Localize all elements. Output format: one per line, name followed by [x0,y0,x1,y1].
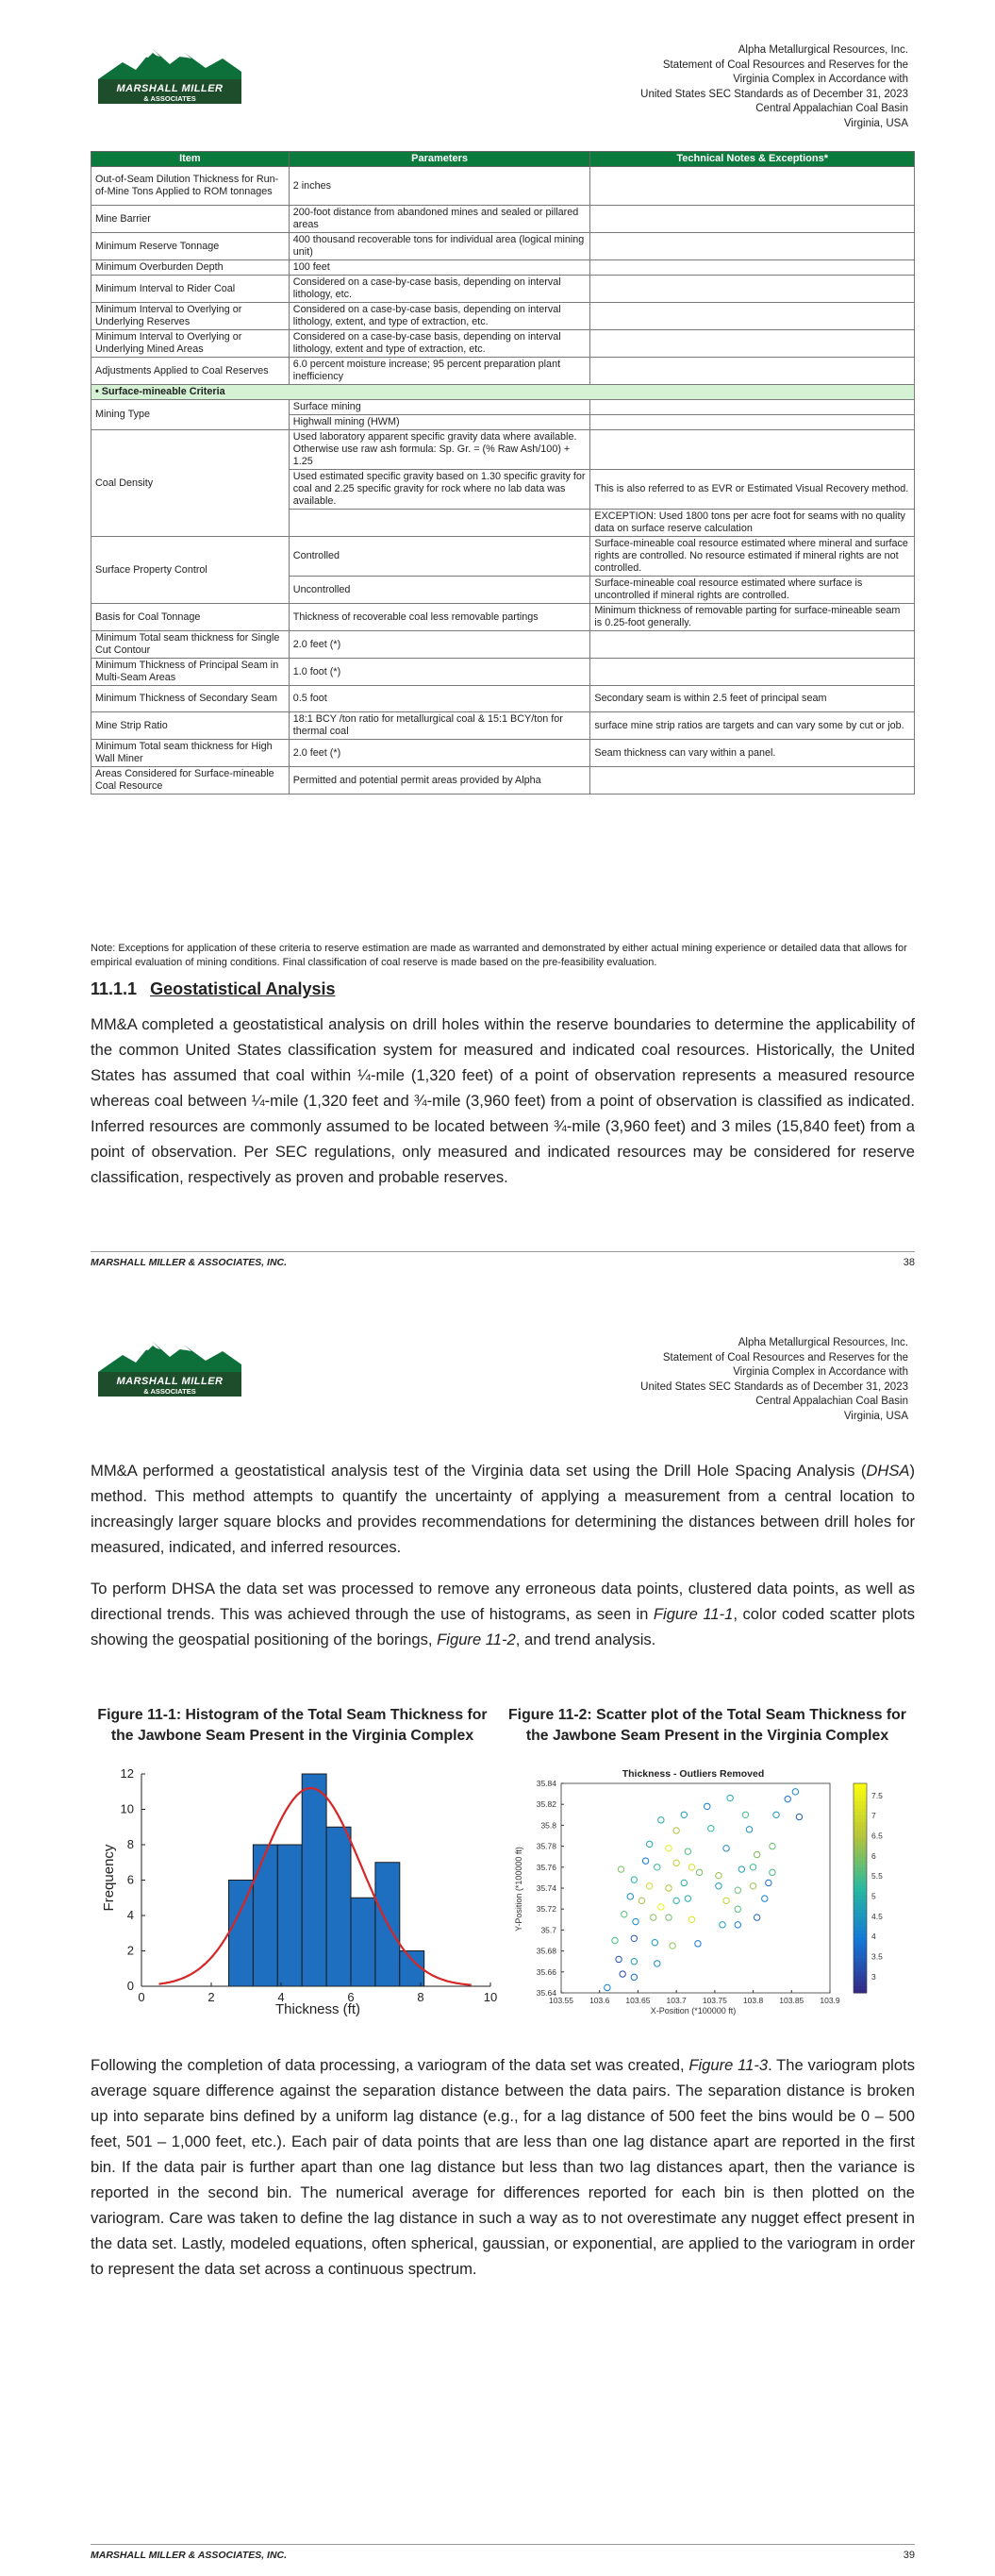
coal-reserve-criteria-table [91,151,915,795]
colorbar-segment [854,1822,867,1826]
x-tick-label: 103.75 [702,1996,727,2005]
table-cell: 6.0 percent moisture increase; 95 percent preparation plant inefficiency [289,358,590,385]
header-line: United States SEC Standards as of December 31, 2023 [640,1380,908,1393]
header-line: Virginia, USA [843,1410,908,1422]
table-cell: Out-of-Seam Dilution Thickness for Run-of-Mine Tons Applied to ROM tonnages [91,167,290,206]
y-tick-label: 4 [126,1908,134,1922]
colorbar-segment [854,1909,867,1913]
y-tick-label: 35.8 [540,1820,556,1831]
table-cell [590,233,915,260]
colorbar-tick-label: 7 [871,1811,876,1821]
text-run: ) method. This method attempts to quantify the uncertainty of applying a measurement from a central location to increasingly larger square blocks and provides recommendations for determining the distances between drill holes for measured, indicated, and inferred resources. [91,1462,915,1556]
column-header-parameters: Parameters [289,152,590,167]
footer-divider [91,1251,915,1252]
colorbar-tick-label: 5.5 [871,1871,883,1882]
table-row [91,260,915,276]
table-cell: Secondary seam is within 2.5 feet of principal seam [590,686,915,712]
y-tick-label: 35.76 [536,1862,556,1872]
colorbar-segment [854,1878,867,1882]
header-line: Statement of Coal Resources and Reserves for the [662,59,908,71]
colorbar-segment [854,1804,867,1808]
table-row [91,712,915,740]
text-run: To perform DHSA the data set was processed to remove any erroneous data points, clustered data points, as well as directional trends. This was achieved through the use of histograms, as seen in [91,1580,915,1623]
table-row [91,206,915,233]
text-run: , and trend analysis. [515,1631,656,1648]
paragraph [91,1576,915,1652]
y-tick-label: 35.66 [536,1966,556,1977]
table-row [91,233,915,260]
colorbar-segment [854,1801,867,1805]
colorbar-segment [854,1812,867,1815]
table-header-row [91,152,915,167]
colorbar-tick-label: 3.5 [871,1951,883,1962]
colorbar-segment [854,1913,867,1916]
text-run: . The variogram plots average square difference against the separation distance between the data pairs. The separation distance is broken up into separate bins defined by a uniform lag distance (e.g., for a lag distance of 500 feet the bins would be 0 – 500 feet, 501 – 1,000 feet, etc.). Each pair of data points that are less than one lag distance apart are reported in the first bin. If the data pair is further apart than one lag distance but less than two lag distances apart, then the variance is reported in the second bin. The numerical average for differences reported for each bin is then plotted on the variogram. Care was taken to define the lag distance in such a way as to not overestimate any nugget effect present in the data set. Lastly, modeled equations, often spherical, gaussian, or exponential, are applied to the variogram in order to represent the data set across a continuous spectrum. [91,2056,915,2278]
y-tick-label: 35.78 [536,1841,556,1851]
table-cell: Minimum Interval to Overlying or Underlying Mined Areas [91,330,290,358]
y-tick-label: 35.68 [536,1946,556,1956]
colorbar-segment [854,1836,867,1840]
colorbar-segment [854,1847,867,1850]
plot-area [561,1783,830,1993]
histogram-bar [229,1881,254,1987]
table-row [91,537,915,577]
colorbar-segment [854,1944,867,1948]
table-cell: Coal Density [91,430,290,537]
table-cell [590,330,915,358]
header-line: Central Appalachian Coal Basin [755,1396,908,1407]
colorbar-segment [854,1972,867,1976]
colorbar-segment [854,1839,867,1843]
colorbar-segment [854,1979,867,1982]
table-cell [590,415,915,430]
text-run: MM&A performed a geostatistical analysis test of the Virginia data set using the Drill Hole Spacing Analysis ( [91,1462,867,1480]
colorbar-segment [854,1815,867,1818]
table-cell: 1.0 foot (*) [289,659,590,686]
y-tick-label: 35.84 [536,1779,556,1788]
y-tick-label: 6 [126,1872,134,1887]
table-cell [590,358,915,385]
table-cell: 200-foot distance from abandoned mines and sealed or pillared areas [289,206,590,233]
table-cell: Minimum Interval to Rider Coal [91,276,290,303]
colorbar-tick-label: 7.5 [871,1790,883,1800]
table-row [91,276,915,303]
header-line: Virginia Complex in Accordance with [733,1366,908,1378]
colorbar-segment [854,1933,867,1937]
paragraph [91,1458,915,1560]
scatter-chart [505,1766,910,2019]
footer-company: MARSHALL MILLER & ASSOCIATES, INC. [91,2550,288,2561]
colorbar-segment [854,1849,867,1853]
colorbar-segment [854,1790,867,1794]
header-company: Alpha Metallurgical Resources, Inc. [738,1337,908,1348]
section-heading [91,979,335,999]
colorbar-segment [854,1843,867,1847]
colorbar-segment [854,1951,867,1955]
table-cell: Minimum Thickness of Principal Seam in Multi-Seam Areas [91,659,290,686]
colorbar-segment [854,1965,867,1968]
colorbar-tick-label: 5 [871,1891,876,1901]
colorbar-segment [854,1906,867,1910]
table-cell: Used estimated specific gravity based on 1.30 specific gravity for coal and 2.25 specific gravity for rock where no lab data was available. [289,470,590,510]
x-tick-label: 103.7 [666,1996,687,2005]
colorbar-tick-label: 6 [871,1850,876,1861]
colorbar-segment [854,1919,867,1923]
header-line: United States SEC Standards as of December 31, 2023 [640,88,908,100]
colorbar-segment [854,1982,867,1986]
company-logo [94,1332,245,1398]
table-cell: Seam thickness can vary within a panel. [590,740,915,767]
table-cell: Minimum Overburden Depth [91,260,290,276]
footer-company: MARSHALL MILLER & ASSOCIATES, INC. [91,1257,288,1268]
colorbar-segment [854,1968,867,1972]
figure-2-caption: Figure 11-2: Scatter plot of the Total Seam Thickness for the Jawbone Seam Present in the Virginia Complex [508,1707,906,1744]
colorbar-segment [854,1829,867,1832]
colorbar-segment [854,1902,867,1906]
table-cell: 2 inches [289,167,590,206]
table-row [91,430,915,470]
colorbar-segment [854,1954,867,1958]
page-header [640,1336,908,1424]
colorbar-tick-label: 3 [871,1971,876,1982]
y-axis-label: Frequency [101,1844,117,1912]
histogram-bar [351,1898,375,1986]
histogram-bar [302,1774,326,1986]
histogram-chart [94,1765,498,2019]
table-row [91,767,915,795]
y-tick-label: 35.74 [536,1883,556,1893]
y-tick-label: 8 [126,1837,134,1851]
page-number: 39 [903,2550,915,2561]
colorbar-segment [854,1892,867,1896]
colorbar-segment [854,1864,867,1867]
x-axis-label: X-Position (*100000 ft) [650,2006,737,2016]
figure-1-caption: Figure 11-1: Histogram of the Total Seam Thickness for the Jawbone Seam Present in the Virginia Complex [97,1707,488,1744]
company-logo [94,40,245,106]
y-tick-label: 12 [120,1766,134,1781]
table-cell: 0.5 foot [289,686,590,712]
table-cell [590,659,915,686]
colorbar-segment [854,1937,867,1941]
logo-text-line1: MARSHALL MILLER [116,83,224,94]
colorbar-segment [854,1818,867,1822]
table-cell: Surface mining [289,400,590,415]
table-cell: Considered on a case-by-case basis, depending on interval lithology, extent and type of extraction, etc. [289,330,590,358]
table-cell: 18:1 BCY /ton ratio for metallurgical coal & 15:1 BCY/ton for thermal coal [289,712,590,740]
colorbar-tick-label: 6.5 [871,1831,883,1841]
table-cell: Surface Property Control [91,537,290,604]
chart-title: Thickness - Outliers Removed [622,1768,765,1780]
colorbar-segment [854,1941,867,1945]
colorbar-tick-label: 4.5 [871,1911,883,1921]
section-title: Geostatistical Analysis [150,979,336,998]
y-tick-label: 0 [126,1979,134,1993]
colorbar-segment [854,1895,867,1899]
figure-reference: Figure 11-1 [653,1605,734,1623]
colorbar-segment [854,1899,867,1902]
histogram-bar [326,1827,351,1986]
paragraph [91,2052,915,2282]
colorbar-segment [854,1930,867,1933]
table-cell: Surface-mineable coal resource estimated where surface is uncontrolled if mineral rights are controlled. [590,577,915,604]
colorbar-segment [854,1871,867,1875]
table-cell [289,510,590,537]
colorbar-segment [854,1948,867,1951]
colorbar-segment [854,1888,867,1892]
colorbar-segment [854,1808,867,1812]
colorbar-segment [854,1874,867,1878]
table-cell: Considered on a case-by-case basis, depending on interval lithology, extent, and type of extraction, etc. [289,303,590,330]
x-tick-label: 8 [417,1990,424,2004]
table-note: Note: Exceptions for application of these criteria to reserve estimation are made as warranted and demonstrated by either actual mining experience or detailed data that allows for empirical evaluation of mining conditions. Final classification of coal reserve is made based on the pre-feasibility evaluation. [91,943,907,968]
table-cell [590,260,915,276]
table-row [91,631,915,659]
histogram-bar [253,1845,277,1986]
table-cell: surface mine strip ratios are targets and can vary some by cut or job. [590,712,915,740]
figure-reference: Figure 11-3 [688,2056,769,2074]
table-cell: Minimum Reserve Tonnage [91,233,290,260]
text-run: DHSA [866,1462,910,1480]
table-cell: Minimum thickness of removable parting for surface-mineable seam is 0.25-foot generally. [590,604,915,631]
table-row [91,167,915,206]
table-cell: 2.0 feet (*) [289,631,590,659]
colorbar-tick-label: 4 [871,1932,876,1942]
table-row [91,303,915,330]
table-cell: Minimum Interval to Overlying or Underlying Reserves [91,303,290,330]
x-tick-label: 2 [207,1990,215,2004]
x-tick-label: 4 [277,1990,285,2004]
table-cell: Permitted and potential permit areas provided by Alpha [289,767,590,795]
text-run: Following the completion of data processing, a variogram of the data set was created, [91,2056,689,2074]
y-tick-label: 10 [120,1801,134,1816]
table-cell: Areas Considered for Surface-mineable Coal Resource [91,767,290,795]
colorbar-segment [854,1962,867,1965]
table-row [91,740,915,767]
y-tick-label: 35.82 [536,1799,556,1810]
table-cell: 100 feet [289,260,590,276]
colorbar-segment [854,1882,867,1885]
x-axis-label: Thickness (ft) [274,2001,361,2017]
table-cell: This is also referred to as EVR or Estimated Visual Recovery method. [590,470,915,510]
y-axis-label: Y-Position (*100000 ft) [514,1847,523,1932]
table-cell: Highwall mining (HWM) [289,415,590,430]
table-cell: Minimum Total seam thickness for Single Cut Contour [91,631,290,659]
table-cell: Used laboratory apparent specific gravity data where available. Otherwise use raw ash formula: Sp. Gr. = (% Raw Ash/100) + 1.25 [289,430,590,470]
colorbar-segment [854,1916,867,1920]
table-row [91,358,915,385]
colorbar-segment [854,1798,867,1801]
table-cell: Adjustments Applied to Coal Reserves [91,358,290,385]
colorbar-segment [854,1857,867,1861]
table-cell [590,303,915,330]
x-tick-label: 103.6 [589,1996,610,2005]
table-cell [590,276,915,303]
colorbar-segment [854,1923,867,1927]
header-line: Statement of Coal Resources and Reserves for the [662,1351,908,1363]
table-cell: Minimum Thickness of Secondary Seam [91,686,290,712]
paragraph: MM&A completed a geostatistical analysis on drill holes within the reserve boundaries to determine the applicability of the common United States classification system for measured and indicated coal resources. Historically, the United States has assumed that coal within ¼-mile (1,320 feet) of a point of observation represents a measured resource whereas coal between ¼-mile (1,320 feet and ¾-mile (3,960 feet) from a point of observation is classified as indicated. Inferred resources are commonly assumed to be located between ¾-mile (3,960 feet) and 3 miles (15,840 feet) from a point of observation. Per SEC regulations, only measured and indicated resources may be considered for reserve classification, respectively as proven and probable reserves. [91,1015,915,1186]
table-cell: Considered on a case-by-case basis, depending on interval lithology, etc. [289,276,590,303]
table-section-row [91,385,915,400]
table-row [91,659,915,686]
logo-text-line1: MARSHALL MILLER [116,1376,224,1387]
y-tick-label: 2 [126,1943,134,1958]
x-tick-label: 6 [347,1990,355,2004]
x-tick-label: 103.8 [742,1996,764,2005]
page-number: 38 [903,1257,915,1268]
table-cell: Mine Barrier [91,206,290,233]
table-cell: Basis for Coal Tonnage [91,604,290,631]
colorbar-segment [854,1927,867,1931]
table-cell [590,167,915,206]
table-cell: 400 thousand recoverable tons for individual area (logical mining unit) [289,233,590,260]
table-cell [590,767,915,795]
colorbar-segment [854,1832,867,1836]
header-line: Central Appalachian Coal Basin [755,103,908,114]
x-tick-label: 10 [483,1990,498,2004]
section-label: • Surface-mineable Criteria [91,385,915,400]
x-tick-label: 0 [138,1990,145,2004]
colorbar-segment [854,1783,867,1787]
colorbar-segment [854,1794,867,1798]
table-row [91,330,915,358]
text-run: , color coded scatter plots showing the geospatial positioning of the borings, [91,1605,915,1648]
y-tick-label: 35.72 [536,1904,556,1915]
table-cell: Minimum Total seam thickness for High Wall Miner [91,740,290,767]
colorbar-segment [854,1853,867,1857]
logo-text-line2: & ASSOCIATES [143,1387,196,1396]
logo-text-line2: & ASSOCIATES [143,94,196,103]
x-tick-label: 103.65 [625,1996,651,2005]
y-tick-label: 35.7 [540,1925,556,1935]
table-cell: Uncontrolled [289,577,590,604]
histogram-bar [277,1845,302,1986]
colorbar-segment [854,1787,867,1791]
table-cell: EXCEPTION: Used 1800 tons per acre foot for seams with no quality data on surface reserve calculation [590,510,915,537]
colorbar-segment [854,1867,867,1871]
table-row [91,604,915,631]
colorbar-segment [854,1860,867,1864]
colorbar-segment [854,1825,867,1829]
colorbar-segment [854,1958,867,1962]
column-header-item: Item [91,152,290,167]
table-cell [590,430,915,470]
page-39 [0,1293,995,2576]
colorbar-segment [854,1976,867,1980]
table-cell: Mine Strip Ratio [91,712,290,740]
colorbar-segment [854,1884,867,1888]
column-header-notes: Technical Notes & Exceptions* [590,152,915,167]
table-row [91,400,915,415]
table-cell [590,631,915,659]
table-cell [590,206,915,233]
x-tick-label: 103.85 [779,1996,804,2005]
table-cell: Mining Type [91,400,290,430]
header-line: Virginia Complex in Accordance with [733,74,908,85]
table-cell: Thickness of recoverable coal less removable partings [289,604,590,631]
table-cell: Controlled [289,537,590,577]
table-cell: Surface-mineable coal resource estimated where mineral and surface rights are controlled. No resource estimated if mineral rights are not controlled. [590,537,915,577]
table-cell: 2.0 feet (*) [289,740,590,767]
header-line: Virginia, USA [843,117,908,129]
x-tick-label: 103.9 [820,1996,840,2005]
colorbar-segment [854,1986,867,1990]
figure-reference: Figure 11-2 [437,1631,516,1648]
page-header [640,43,908,131]
x-tick-label: 103.55 [549,1996,573,2005]
table-row [91,686,915,712]
header-company: Alpha Metallurgical Resources, Inc. [738,44,908,56]
section-number: 11.1.1 [91,979,138,998]
table-cell [590,400,915,415]
footer-divider [91,2544,915,2545]
y-tick-label: 35.64 [536,1988,556,1998]
